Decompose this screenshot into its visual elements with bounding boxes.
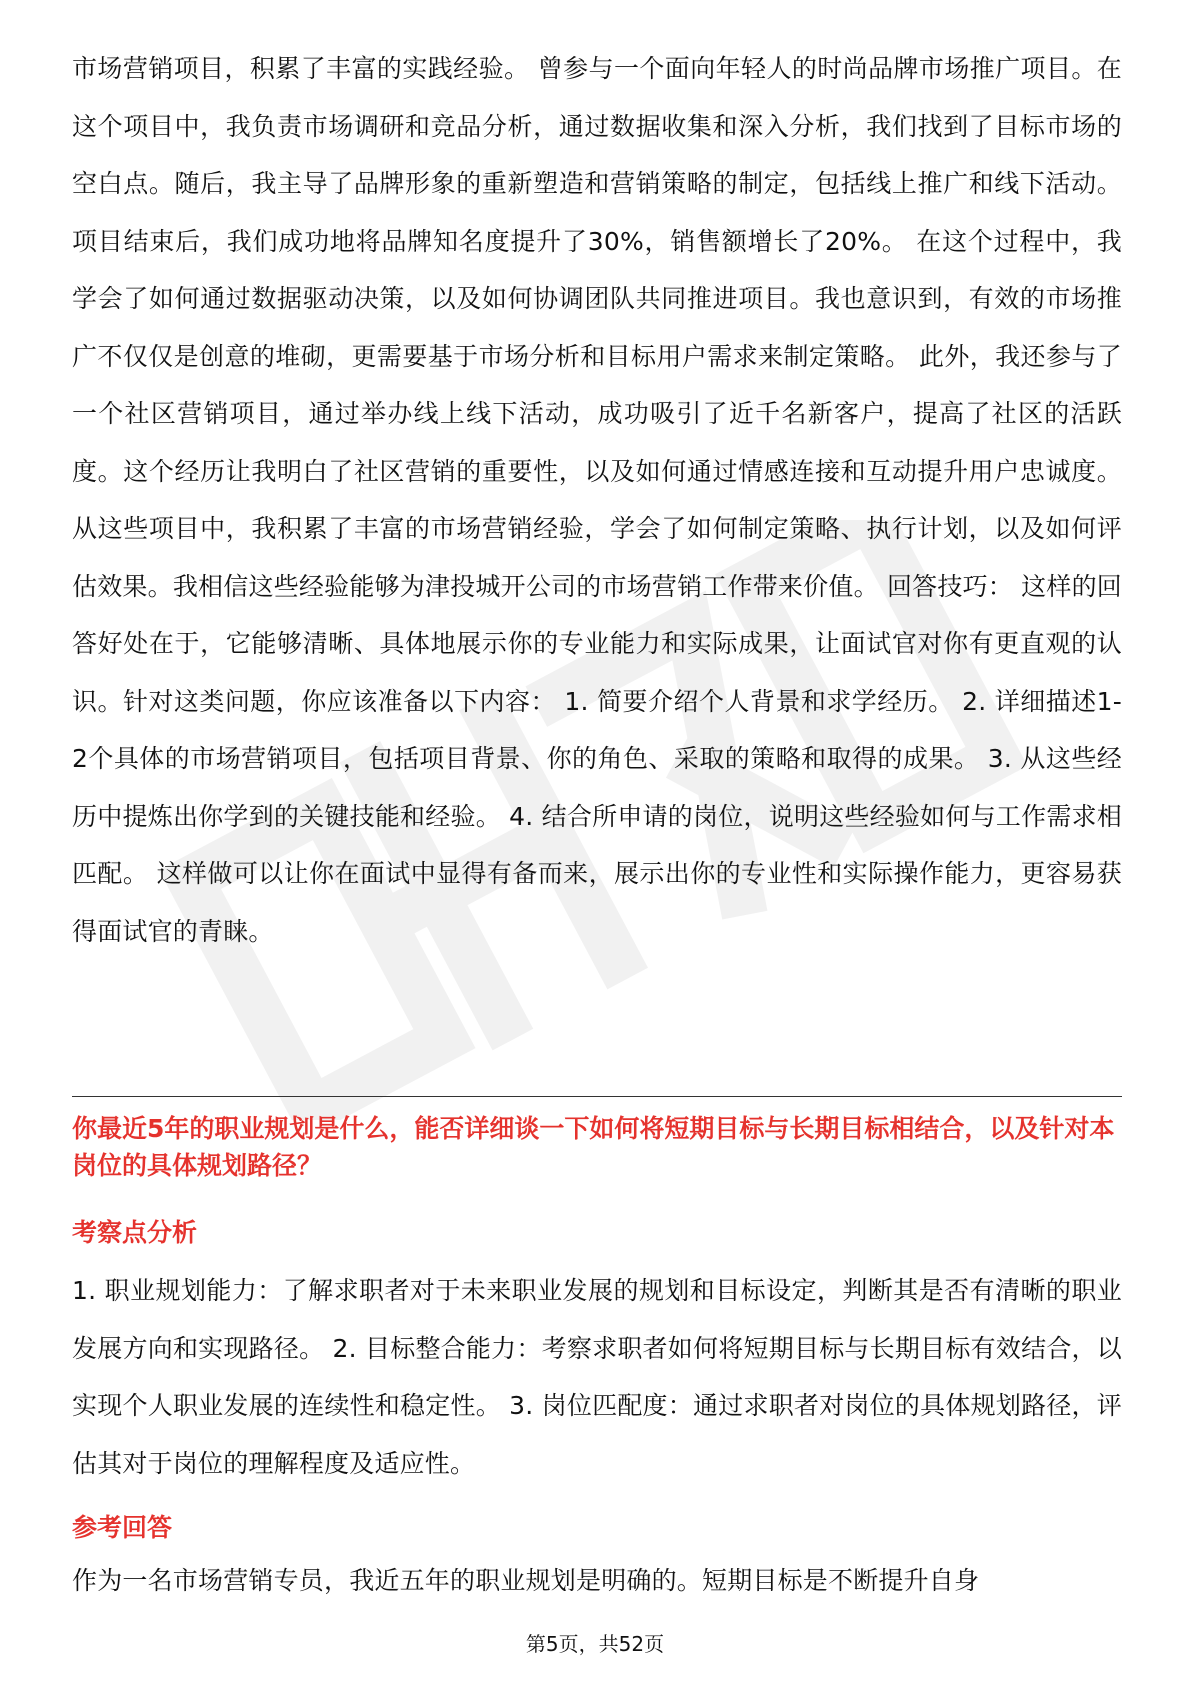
analysis-section — [72, 1262, 1122, 1492]
answer-heading: 参考回答 — [72, 1513, 173, 1542]
question-title: 你最近5年的职业规划是什么，能否详细谈一下如何将短期目标与长期目标相结合，以及针对本岗位的具体规划路径？ — [72, 1114, 1115, 1180]
analysis-text: 1. 职业规划能力：了解求职者对于未来职业发展的规划和目标设定，判断其是否有清晰的职业发展方向和实现路径。 2. 目标整合能力：考察求职者如何将短期目标与长期目标有效结合，以实现个人职业发展的连续性和稳定性。 3. 岗位匹配度：通过求职者对岗位的具体规划路径，评估其对于岗位的理解程度及适应性。 — [72, 1276, 1122, 1478]
body-continued-text: 市场营销项目，积累了丰富的实践经验。 曾参与一个面向年轻人的时尚品牌市场推广项目。在这个项目中，我负责市场调研和竞品分析，通过数据收集和深入分析，我们找到了目标市场的空白点。随后，我主导了品牌形象的重新塑造和营销策略的制定，包括线上推广和线下活动。项目结束后，我们成功地将品牌知名度提升了30%，销售额增长了20%。 在这个过程中，我学会了如何通过数据驱动决策，以及如何协调团队共同推进项目。我也意识到，有效的市场推广不仅仅是创意的堆砌，更需要基于市场分析和目标用户需求来制定策略。 此外，我还参与了一个社区营销项目，通过举办线上线下活动，成功吸引了近千名新客户，提高了社区的活跃度。这个经历让我明白了社区营销的重要性，以及如何通过情感连接和互动提升用户忠诚度。 从这些项目中，我积累了丰富的市场营销经验，学会了如何制定策略、执行计划，以及如何评估效果。我相信这些经验能够为津投城开公司的市场营销工作带来价值。 回答技巧： 这样的回答好处在于，它能够清晰、具体地展示你的专业能力和实际成果，让面试官对你有更直观的认识。针对这类问题，你应该准备以下内容： 1. 简要介绍个人背景和求学经历。 2. 详细描述1-2个具体的市场营销项目，包括项目背景、你的角色、采取的策略和取得的成果。 3. 从这些经历中提炼出你学到的关键技能和经验。 4. 结合所申请的岗位，说明这些经验如何与工作需求相匹配。 这样做可以让你在面试中显得有备而来，展示出你的专业性和实际操作能力，更容易获得面试官的青睐。 — [72, 54, 1122, 946]
section-divider — [72, 1096, 1122, 1097]
body-continued — [72, 40, 1122, 960]
answer-section — [72, 1552, 1122, 1610]
analysis-heading: 考察点分析 — [72, 1218, 198, 1247]
answer-text: 作为一名市场营销专员，我近五年的职业规划是明确的。短期目标是不断提升自身 — [72, 1566, 980, 1595]
page-footer: 第5页，共52页 — [525, 1632, 665, 1656]
